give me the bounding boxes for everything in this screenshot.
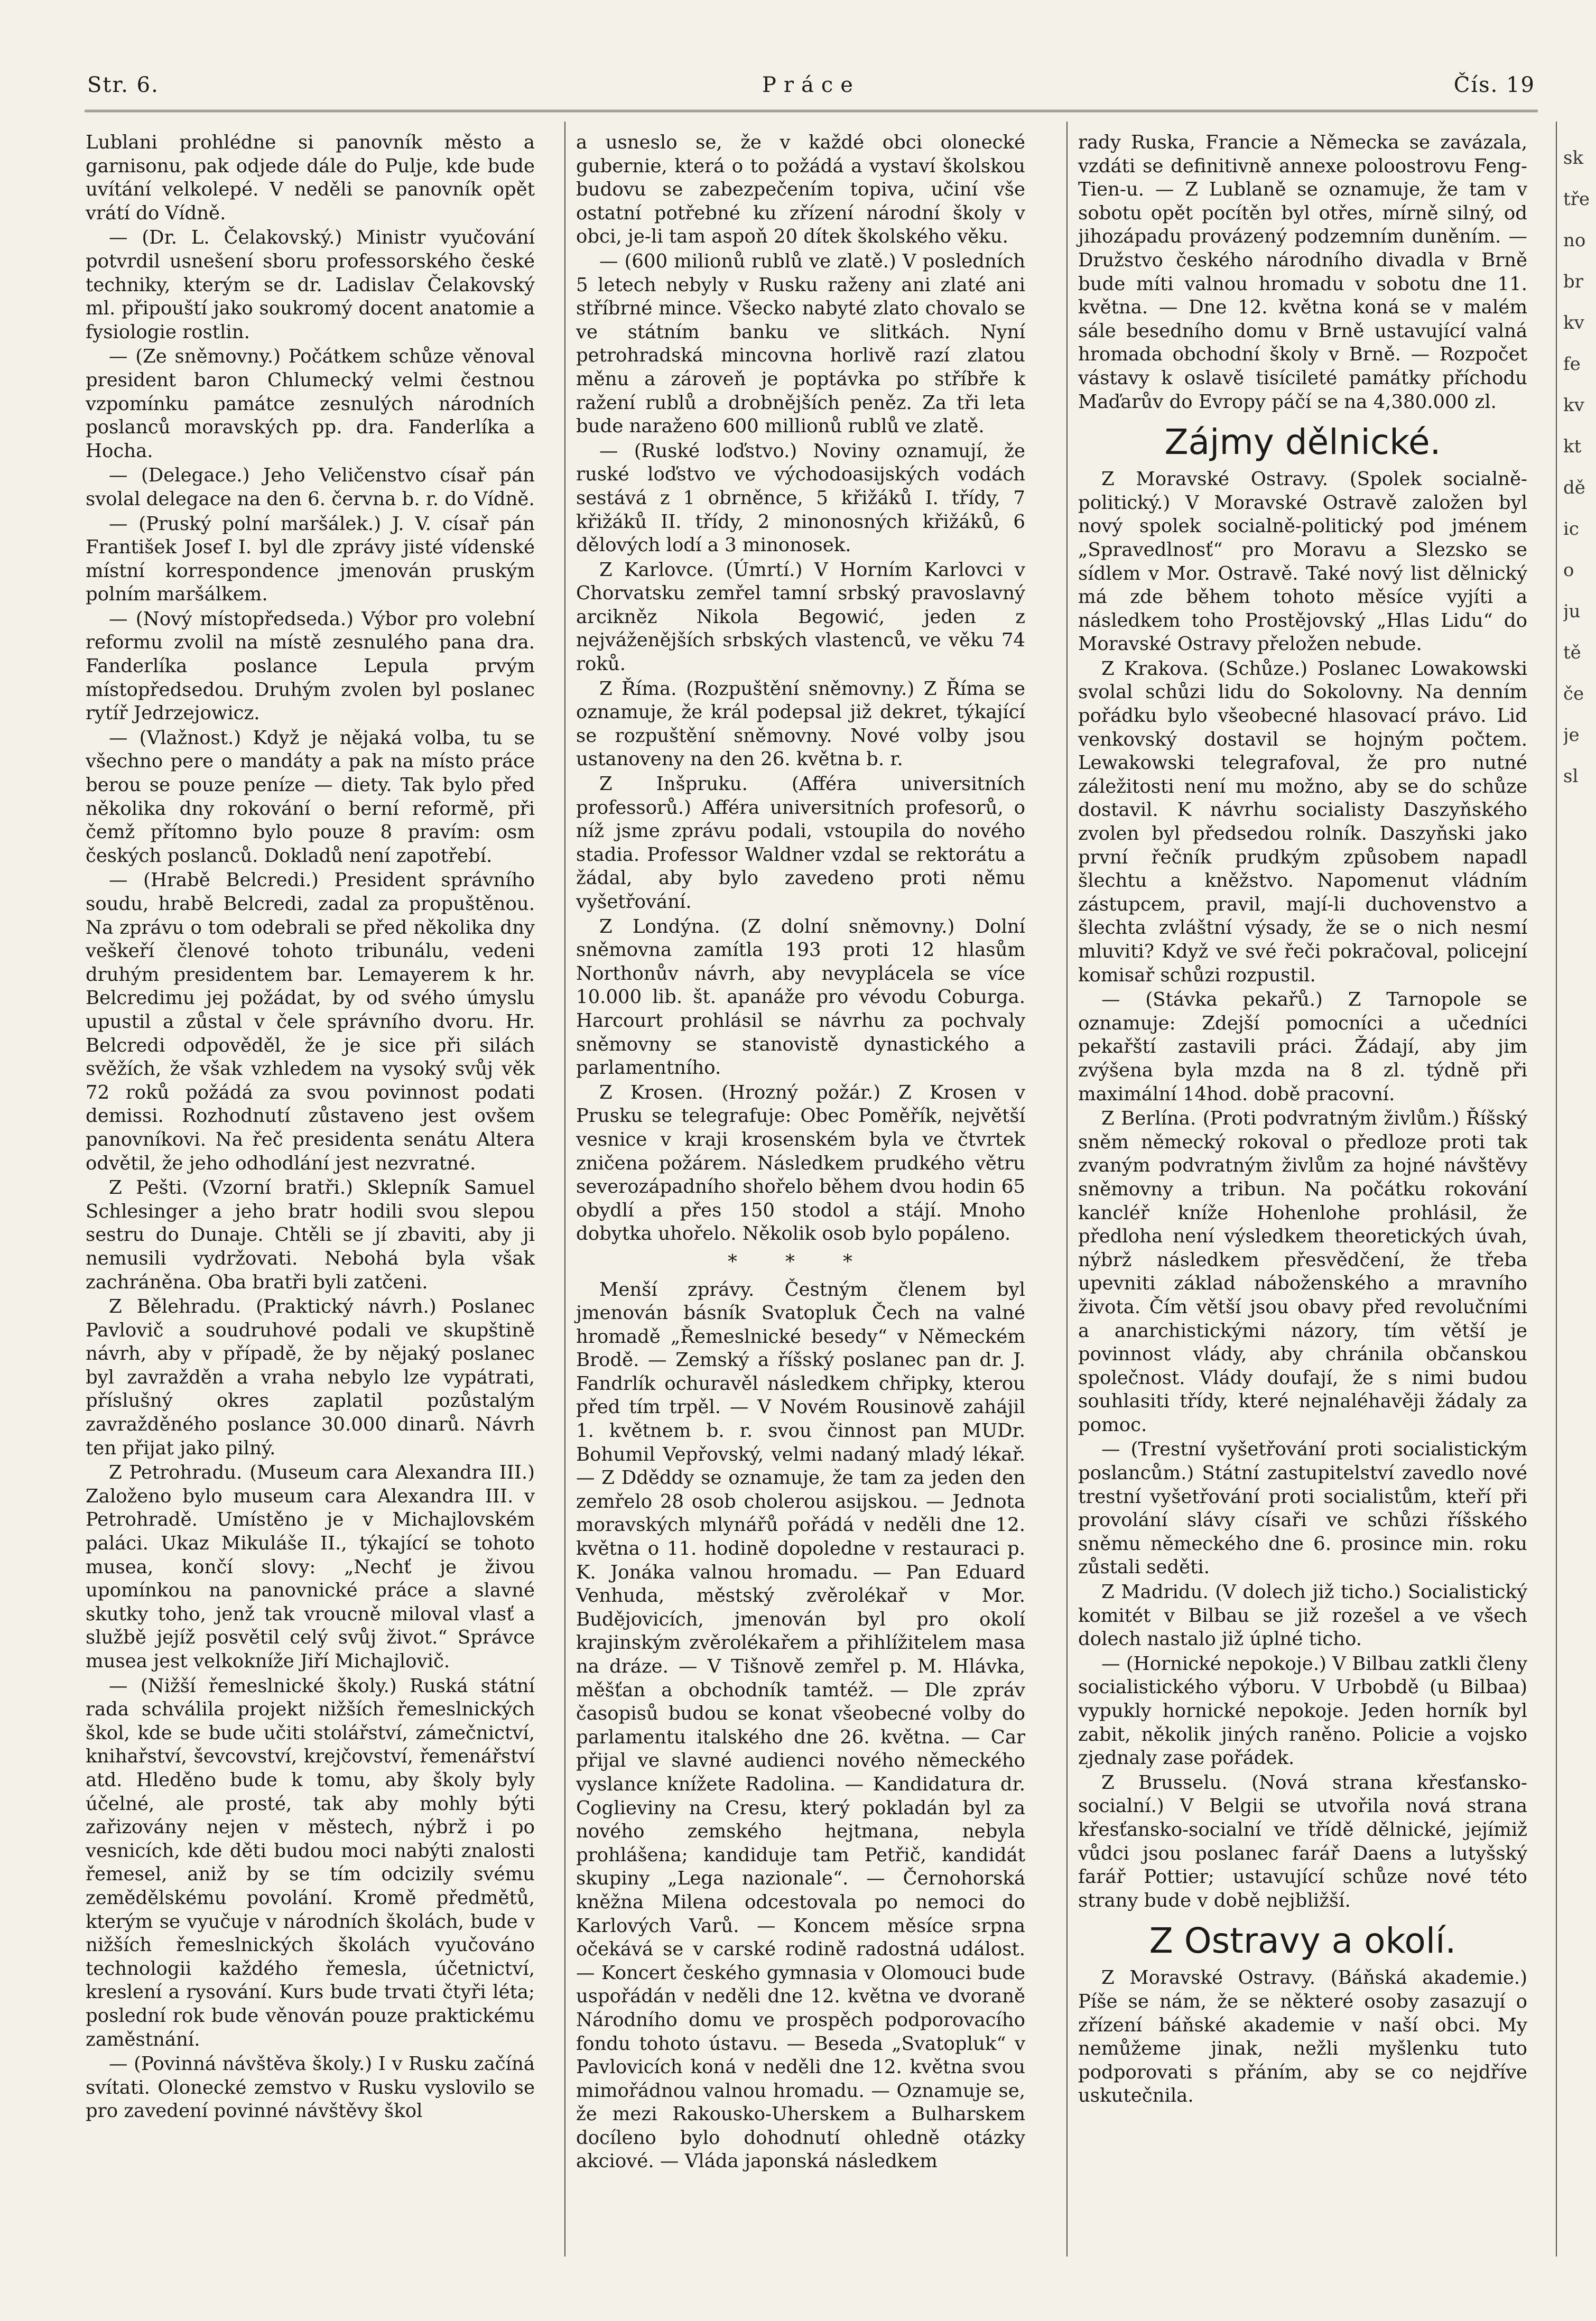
page-header <box>87 73 1535 115</box>
article-paragraph: Z Pešti. (Vzorní bratři.) Sklepník Samuel Schlesinger a jeho bratr hodili svou slepou sestru do Dunaje. Chtěli se jí zbaviti, aby ji nemusili vydržovati. Nebohá byla však zachráněna. Oba bratři byli zatčeni. <box>86 1177 535 1293</box>
edge-fragment: kv <box>1563 395 1584 416</box>
article-paragraph: Z Inšpruku. (Afféra universitních professorů.) Afféra universitních profesorů, o níž jsme zprávu podali, vstoupila do nového stadia. Professor Waldner vzdal se rektorátu a žádal, aby bylo zavedeno proti němu vyšetřování. <box>576 773 1025 913</box>
edge-fragment: o <box>1563 560 1574 581</box>
article-paragraph: Z Berlína. (Proti podvratným živlům.) Říšský sněm německý rokoval o předloze proti tak zvaným podvratným živlům za hojné návštěvy sněmovny a tribun. Na počátku rokování kancléř kníže Hohenlohe prohlásil, že předloha není výsledkem theoretických úvah, nýbrž následkem přesvědčení, že třeba upevniti základ náboženského a mravního života. Čím větší jsou obavy před revolučními a anarchistickými názory, tím větší je povinnost vlády, aby chránila občanskou společnost. Vlády doufají, že s nimi budou souhlasiti třídy, které nejnaléhavěji žádaly za pomoc. <box>1078 1108 1527 1436</box>
article-paragraph: — (Trestní vyšetřování proti socialistickým poslancům.) Státní zastupitelství zavedlo nové trestní vyšetřování proti socialistům, kteří při provolání slávy císaři ve schůzi říšského sněmu německého dne 6. prosince min. roku zůstali seděti. <box>1078 1438 1527 1579</box>
article-paragraph: a usneslo se, že v každé obci olonecké gubernie, která o to požádá a vystaví školskou budovu se zabezpečením topiva, učiní vše ostatní potřebné ku zřízení národní školy v obci, je-li tam aspoň 20 dítek školského věku. <box>576 132 1025 248</box>
article-paragraph: Menší zprávy. Čestným členem byl jmenován básník Svatopluk Čech na valné hromadě „Řemeslnické besedy“ v Německém Brodě. — Zemský a říšský poslanec pan dr. J. Fandrlík ochuravěl následkem chřipky, kterou před tím trpěl. — V Novém Rousinově zahájil 1. květnem b. r. svou činnost pan MUDr. Bohumil Vepřovský, velmi nadaný mladý lékař. — Z Dděddy se oznamuje, že tam za jeden den zemřelo 28 osob cholerou asijskou. — Jednota moravských mlynářů pořádá v neděli dne 12. května o 11. hodině dopoledne v restauraci p. K. Jonáka valnou hromadu. — Pan Eduard Venhuda, městský zvěrolékař v Mor. Budějovicích, jmenován byl pro okolí krajinským zvěrolékařem a přihlížitelem masa na dráze. — V Tišnově zemřel p. M. Hlávka, měšťan a obchodník tamtéž. — Dle zpráv časopisů budou se konat všeobecné volby do parlamentu italského dne 26. května. — Car přijal ve slavné audienci nového německého vyslance knížete Radolina. — Kandidatura dr. Coglieviny na Cresu, který pokladán byl za nového zemského hejtmana, nebyla prohlášena; kandiduje tam Petřič, kandidát skupiny „Lega nazionale“. — Černohorská kněžna Milena odcestovala po nemoci do Karlových Varů. — Koncem měsíce srpna očekává se v carské rodině radostná událost. — Koncert českého gymnasia v Olomouci bude uspořádán v neděli dne 12. května ve dvoraně Národního domu ve prospěch podporovacího fondu tohoto ústavu. — Beseda „Svatopluk“ v Pavlovicích koná v neděli dne 12. května svou mimořádnou valnou hromadu. — Oznamuje se, že mezi Rakousko-Uherskem a Bulharskem docíleno bylo dohodnutí ohledně otázky akciové. — Vláda japonská následkem <box>576 1278 1025 2173</box>
page-number: Str. 6. <box>87 73 159 97</box>
column-2 <box>576 131 1025 2175</box>
article-paragraph: Z Krakova. (Schůze.) Poslanec Lowakowski svolal schůzi lidu do Sokolovny. Na denním pořádku bylo všeobecné hlasovací právo. Lid venkovský dostavil se hojným počtem. Lewakowski telegrafoval, že pro nutné záležitosti není mu možno, aby se do schůze dostavil. K návrhu socialisty Daszyňského zvolen byl předsedou rolník. Daszyňski jako první řečník prudkým způsobem napadl šlechtu a kněžstvo. Napomenut vládním zástupcem, pravil, mají-li duchovenstvo a šlechta zvláštní výsady, že se o nich nesmí mluviti? Když ve své řeči pokračoval, policejní komisař schůzi rozpustil. <box>1078 657 1527 986</box>
column-3 <box>1078 131 1527 2109</box>
issue-number: Čís. 19 <box>1453 73 1535 97</box>
article-paragraph: — (Stávka pekařů.) Z Tarnopole se oznamuje: Zdejší pomocníci a učedníci pekařští zastavili práci. Žádají, aby jim zvýšena byla mzda na 8 zl. týdně při maximální 14hod. době pracovní. <box>1078 989 1527 1105</box>
article-paragraph: — (Nižší řemeslnické školy.) Ruská státní rada schválila projekt nižších řemeslnických škol, kde se bude učiti stolářství, zámečnictví, knihařství, ševcovství, krejčovství, řemenářství atd. Hleděno bude k tomu, aby školy byly účelné, ale prosté, tak aby mohly býti zařizovány nejen v městech, nýbrž i po vesnicích, kde děti budou moci nabýti znalosti řemesel, aniž by se tím odcizily svému zemědělskému povolání. Kromě předmětů, kterým se vyučuje v národních školách, bude v nižších řemeslnických školách vyučováno technologii každého řemesla, účetnictví, kreslení a rysování. Kurs bude trvati čtyři léta; poslední rok bude věnován pouze praktickému zaměstnání. <box>86 1675 535 2050</box>
article-paragraph: — (Nový místopředseda.) Výbor pro volební reformu zvolil na místě zesnulého pana dra. Fanderlíka poslance Lepula prvým místopředsedou. Druhým zvolen byl poslanec rytíř Jedrzejowicz. <box>86 608 535 725</box>
column-divider <box>564 122 565 2257</box>
edge-fragment: tře <box>1563 189 1590 210</box>
edge-fragment: sl <box>1563 766 1579 787</box>
section-heading-zajmy-delnicke: Zájmy dělnické. <box>1164 422 1441 463</box>
column-1 <box>86 131 535 2124</box>
edge-fragment: no <box>1563 230 1586 251</box>
edge-fragment: je <box>1563 725 1580 746</box>
edge-fragment: ic <box>1563 518 1579 540</box>
column-divider <box>1556 122 1557 2257</box>
article-paragraph: — (Ruské loďstvo.) Noviny oznamují, že ruské loďstvo ve východoasijských vodách sestává z 1 obrněnce, 5 křižáků I. třídy, 7 křižáků II. třídy, 2 minonosných křižáků, 6 dělových lodí a 3 minonosek. <box>576 440 1025 556</box>
newspaper-title: Práce <box>762 73 860 97</box>
edge-fragment: dě <box>1563 477 1585 498</box>
edge-fragment: kv <box>1563 312 1584 333</box>
edge-fragment: br <box>1563 271 1584 292</box>
article-paragraph: Z Moravské Ostravy. (Spolek socialně-politický.) V Moravské Ostravě založen byl nový spolek socialně-politický pod jménem „Spravedlnosť“ pro Moravu a Slezsko se sídlem v Mor. Ostravě. Také nový list dělnický má zde během tohoto měsíce vyjíti a následkem toho Prostějovský „Hlas Lidu“ do Moravské Ostravy přeložen nebude. <box>1078 468 1527 655</box>
article-paragraph: Z Brusselu. (Nová strana křesťansko-socialní.) V Belgii se utvořila nová strana křesťansko-socialní ve třídě dělnické, jejímiž vůdci jsou poslanec farář Daens a lutyšský farář Pottier; ustavující schůze nové této strany bude v době nejbližší. <box>1078 1771 1527 1911</box>
article-paragraph: Z Karlovce. (Úmrtí.) V Horním Karlovci v Chorvatsku zemřel tamní srbský pravoslavný arcikněz Nikola Begowić, jeden z nejváženějších srbských vlastenců, ve věku 74 roků. <box>576 559 1025 675</box>
article-paragraph: Z Petrohradu. (Museum cara Alexandra III.) Založeno bylo museum cara Alexandra III. v Petrohradě. Umístěno je v Michajlovském paláci. Ukaz Mikuláše II., týkající se tohoto musea, končí slovy: „Nechť je živou upomínkou na panovnické práce a slavné skutky toho, jenž tak vroucně miloval vlasť a službě jejíž posvětil celý svůj život.“ Správce musea jest velkokníže Jiří Michajlovič. <box>86 1462 535 1672</box>
article-paragraph: rady Ruska, Francie a Německa se zavázala, vzdáti se definitivně annexe poloostrovu Feng-Tien-u. — Z Lublaně se oznamuje, že tam v sobotu opět pocítěn byl otřes, mírně silný, od jihozápadu provázený podzemním duněním. — Družstvo českého národního divadla v Brně bude míti valnou hromadu v sobotu dne 11. května. — Dne 12. května koná se v malém sále besedního domu v Brně ustavující valná hromada obchodní školy v Brně. — Rozpočet vástavy k oslavě tisícileté památky příchodu Maďarův do Evropy páčí se na 4,380.000 zl. <box>1078 132 1527 413</box>
edge-fragment: kt <box>1563 436 1582 457</box>
article-paragraph: — (Dr. L. Čelakovský.) Ministr vyučování potvrdil usnešení sboru professorského české techniky, kterým se dr. Ladislav Čelakovský ml. připouští jako soukromý docent anatomie a fysiologie rostlin. <box>86 227 535 343</box>
article-paragraph: Lublani prohlédne si panovník město a garnisonu, pak odjede dále do Pulje, kde bude uvítání velkolepé. V neděli se panovník opět vrátí do Vídně. <box>86 132 535 224</box>
article-paragraph: Z Bělehradu. (Praktický návrh.) Poslanec Pavlovič a soudruhové podali ve skupštině návrh, aby v případě, že by nějaký poslanec byl zavražděn a vraha nebylo lze vypátrati, příslušný okres zaplatil pozůstalým zavražděného poslance 30.000 dinarů. Návrh ten přijat jako pilný. <box>86 1296 535 1459</box>
article-paragraph: Z Říma. (Rozpuštění sněmovny.) Z Říma se oznamuje, že král podepsal již dekret, týkající se rozpuštění sněmovny. Nové volby jsou ustanoveny na den 26. května b. r. <box>576 677 1025 770</box>
article-paragraph: Z Londýna. (Z dolní sněmovny.) Dolní sněmovna zamítla 193 proti 12 hlasům Northonův návrh, aby nevyplácela se více 10.000 lib. št. apanáže pro vévodu Coburga. Harcourt prohlásil se návrhu za pochvaly sněmovny se stanovistě dynastického a parlamentního. <box>576 915 1025 1079</box>
article-paragraph: — (Delegace.) Jeho Veličenstvo císař pán svolal delegace na den 6. června b. r. do Vídně. <box>86 465 535 510</box>
article-paragraph: — (Pruský polní maršálek.) J. V. císař pán František Josef I. byl dle zprávy jisté vídenské místní korrespondence jmenován pruským polním maršálkem. <box>86 513 535 606</box>
article-paragraph: — (Hornické nepokoje.) V Bilbau zatkli členy socialistického výboru. V Urbobdě (u Bilbaa) vypukly hornické nepokoje. Jeden horník byl zabit, několik jiných raněno. Policie a vojsko zjednaly zase pořádek. <box>1078 1652 1527 1769</box>
article-paragraph: — (Vlažnost.) Když je nějaká volba, tu se všechno pere o mandáty a pak na místo práce berou se pouze peníze — diety. Tak bylo před několika dny rokování o berní reformě, při čemž přítomno bylo pouze 8 pravím: osm českých poslanců. Dokladů není zapotřebí. <box>86 727 535 867</box>
article-paragraph: — (Ze sněmovny.) Počátkem schůze věnoval president baron Chlumecký velmi čestnou vzpomínku památce zesnulých národních poslanců moravských pp. dra. Fanderlíka a Hocha. <box>86 346 535 462</box>
column-divider <box>1066 122 1068 2257</box>
adjacent-page-edge <box>1563 137 1592 797</box>
article-paragraph: Z Moravské Ostravy. (Báňská akademie.) Píše se nám, že se některé osoby zasazují o zřízení báňské akademie v naší obci. My nemůžeme jinak, nežli myšlenku tuto podporovati s přáním, aby se co nejdříve uskutečnila. <box>1078 1967 1527 2107</box>
edge-fragment: fe <box>1563 354 1581 375</box>
edge-fragment: tě <box>1563 642 1581 663</box>
edge-fragment: če <box>1563 683 1584 704</box>
article-paragraph: Z Krosen. (Hrozný požár.) Z Krosen v Prusku se telegrafuje: Obec Poměřík, největší vesnice v kraji krosenském byla ve čtvrtek zničena požárem. Následkem prudkého větru severozápadního shořelo během dvou hodin 65 obydlí a přes 150 stodol a stájí. Mnoho dobytka uhořelo. Několik osob bylo popáleno. <box>576 1081 1025 1245</box>
edge-fragment: ju <box>1563 601 1581 622</box>
article-paragraph: — (Hrabě Belcredi.) President správního soudu, hrabě Belcredi, zadal za propuštěnou. Na zprávu o tom odebrali se před několika dny veškeří členové tohoto tribunálu, vedeni druhým presidentem bar. Lemayerem k hr. Belcredimu jej požádat, by od svého úmyslu upustil a zůstal v čele správního dvoru. Hr. Belcredi odpověděl, že je sice při silách svěžích, že však vzhledem na vysoký svůj věk 72 roků požádá za svou povinnost podati demissi. Rozhodnutí zůstaveno jest ovšem panovníkovi. Na řeč presidenta senátu Altera odvětil, že jeho odhodlání jest nezvratné. <box>86 869 535 1174</box>
edge-fragment: sk <box>1563 147 1584 169</box>
section-heading-z-ostravy: Z Ostravy a okolí. <box>1149 1920 1456 1962</box>
header-rule <box>85 110 1538 112</box>
article-paragraph: Z Madridu. (V dolech již ticho.) Socialistický komitét v Bilbau se již rozešel a ve všech dolech nastalo již úplné ticho. <box>1078 1581 1527 1650</box>
article-paragraph: — (600 milionů rublů ve zlatě.) V posledních 5 letech nebyly v Rusku raženy ani zlaté ani stříbrné mince. Všecko nabyté zlato chovalo se ve státním banku ve slitkách. Nyní petrohradská mincovna horlivě razí zlatou měnu a zároveň je poptávka po stříbře k ražení rublů a drobnějších peněz. Za tři leta bude naraženo 600 millionů rublů ve zlatě. <box>576 250 1025 438</box>
section-separator: * * * <box>728 1250 874 1273</box>
article-paragraph: — (Povinná návštěva školy.) I v Rusku začíná svítati. Olonecké zemstvo v Rusku vyslovilo se pro zavedení povinné návštěvy škol <box>86 2053 535 2122</box>
